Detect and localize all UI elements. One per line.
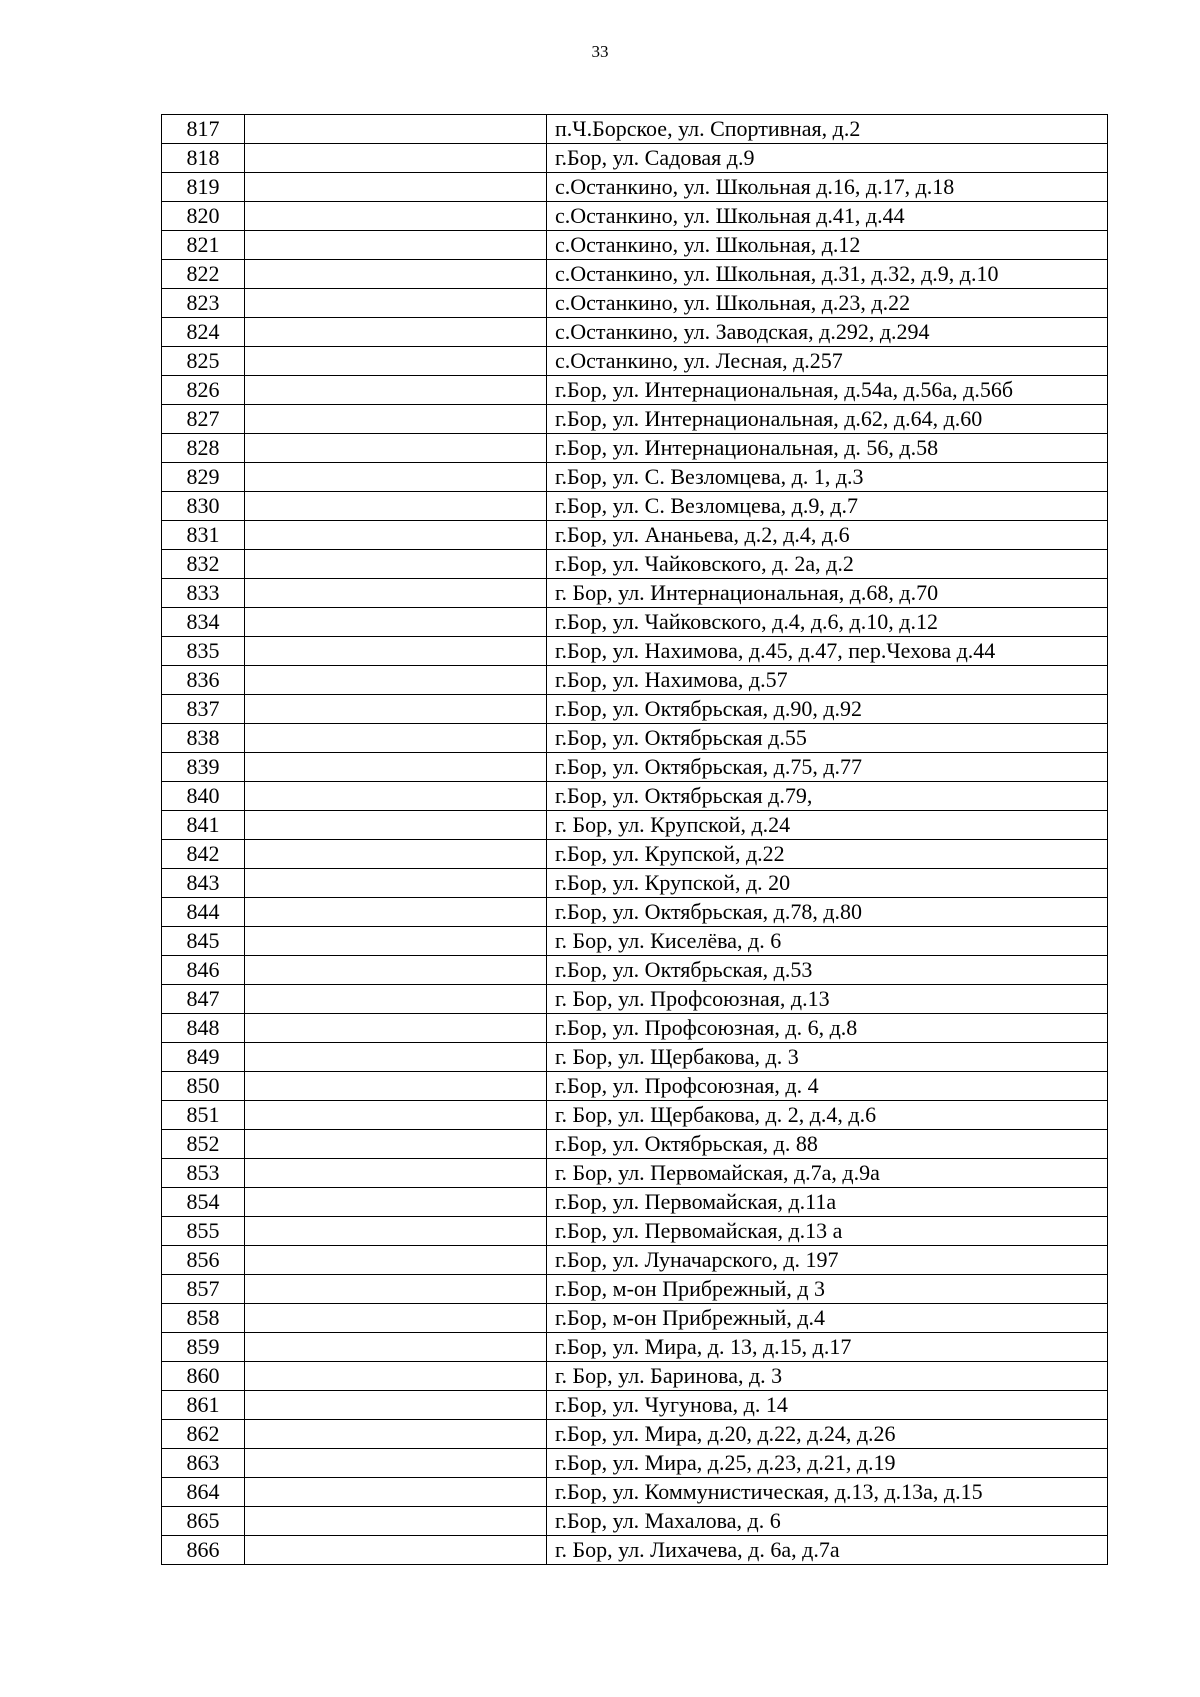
address-cell: г.Бор, ул. Октябрьская д.55: [547, 724, 1108, 753]
address-cell: г.Бор, ул. Октябрьская, д.53: [547, 956, 1108, 985]
organization-cell: [245, 608, 547, 637]
table-row: [162, 956, 1108, 985]
table-row: [162, 724, 1108, 753]
row-number-cell: 844: [162, 898, 245, 927]
organization-cell: [245, 1362, 547, 1391]
organization-cell: [245, 869, 547, 898]
table-row: [162, 666, 1108, 695]
address-cell: г.Бор, ул. Махалова, д. 6: [547, 1507, 1108, 1536]
address-cell: с.Останкино, ул. Школьная д.41, д.44: [547, 202, 1108, 231]
address-cell: с.Останкино, ул. Заводская, д.292, д.294: [547, 318, 1108, 347]
table-row: [162, 1072, 1108, 1101]
address-cell: с.Останкино, ул. Школьная, д.31, д.32, д.9, д.10: [547, 260, 1108, 289]
address-cell: г. Бор, ул. Интернациональная, д.68, д.70: [547, 579, 1108, 608]
table-row: [162, 521, 1108, 550]
address-cell: г.Бор, м-он Прибрежный, д 3: [547, 1275, 1108, 1304]
organization-cell: [245, 1333, 547, 1362]
organization-cell: [245, 840, 547, 869]
organization-cell: [245, 1217, 547, 1246]
table-row: [162, 463, 1108, 492]
row-number-cell: 820: [162, 202, 245, 231]
row-number-cell: 849: [162, 1043, 245, 1072]
row-number-cell: 861: [162, 1391, 245, 1420]
table-row: [162, 376, 1108, 405]
row-number-cell: 833: [162, 579, 245, 608]
address-cell: г.Бор, ул. С. Везломцева, д. 1, д.3: [547, 463, 1108, 492]
table-row: [162, 1507, 1108, 1536]
address-cell: г. Бор, ул. Киселёва, д. 6: [547, 927, 1108, 956]
address-cell: г. Бор, ул. Первомайская, д.7а, д.9а: [547, 1159, 1108, 1188]
organization-cell: [245, 115, 547, 144]
address-cell: с.Останкино, ул. Школьная д.16, д.17, д.18: [547, 173, 1108, 202]
row-number-cell: 821: [162, 231, 245, 260]
organization-cell: [245, 666, 547, 695]
table-row: [162, 260, 1108, 289]
row-number-cell: 831: [162, 521, 245, 550]
address-cell: г.Бор, ул. Крупской, д.22: [547, 840, 1108, 869]
address-cell: г.Бор, ул. Октябрьская д.79,: [547, 782, 1108, 811]
row-number-cell: 866: [162, 1536, 245, 1565]
organization-cell: [245, 1159, 547, 1188]
organization-cell: [245, 637, 547, 666]
address-cell: г. Бор, ул. Баринова, д. 3: [547, 1362, 1108, 1391]
table-row: [162, 1188, 1108, 1217]
table-row: [162, 1420, 1108, 1449]
table-row: [162, 1275, 1108, 1304]
organization-cell: [245, 231, 547, 260]
organization-cell: [245, 289, 547, 318]
organization-cell: [245, 811, 547, 840]
organization-cell: [245, 579, 547, 608]
table-row: [162, 1101, 1108, 1130]
row-number-cell: 845: [162, 927, 245, 956]
table-row: [162, 318, 1108, 347]
row-number-cell: 855: [162, 1217, 245, 1246]
table-row: [162, 434, 1108, 463]
organization-cell: [245, 1275, 547, 1304]
organization-cell: [245, 1536, 547, 1565]
address-cell: г.Бор, ул. Интернациональная, д. 56, д.58: [547, 434, 1108, 463]
address-cell: г.Бор, ул. Октябрьская, д.90, д.92: [547, 695, 1108, 724]
address-cell: г.Бор, ул. Октябрьская, д. 88: [547, 1130, 1108, 1159]
address-cell: г.Бор, ул. Садовая д.9: [547, 144, 1108, 173]
row-number-cell: 827: [162, 405, 245, 434]
address-cell: г.Бор, ул. Профсоюзная, д. 4: [547, 1072, 1108, 1101]
table-row: [162, 144, 1108, 173]
table-row: [162, 1333, 1108, 1362]
table-row: [162, 1043, 1108, 1072]
organization-cell: [245, 318, 547, 347]
row-number-cell: 822: [162, 260, 245, 289]
organization-cell: [245, 260, 547, 289]
row-number-cell: 838: [162, 724, 245, 753]
row-number-cell: 832: [162, 550, 245, 579]
row-number-cell: 823: [162, 289, 245, 318]
table-row: [162, 1362, 1108, 1391]
organization-cell: [245, 1391, 547, 1420]
organization-cell: [245, 1246, 547, 1275]
address-cell: п.Ч.Борское, ул. Спортивная, д.2: [547, 115, 1108, 144]
organization-cell: [245, 695, 547, 724]
table-row: [162, 608, 1108, 637]
table-row: [162, 115, 1108, 144]
row-number-cell: 828: [162, 434, 245, 463]
organization-cell: [245, 1420, 547, 1449]
row-number-cell: 851: [162, 1101, 245, 1130]
organization-cell: [245, 1043, 547, 1072]
table-row: [162, 637, 1108, 666]
row-number-cell: 834: [162, 608, 245, 637]
address-cell: с.Останкино, ул. Школьная, д.23, д.22: [547, 289, 1108, 318]
address-cell: г.Бор, ул. Чайковского, д.4, д.6, д.10, д.12: [547, 608, 1108, 637]
table-row: [162, 985, 1108, 1014]
table-row: [162, 173, 1108, 202]
address-cell: г. Бор, ул. Щербакова, д. 3: [547, 1043, 1108, 1072]
address-cell: г.Бор, ул. Нахимова, д.57: [547, 666, 1108, 695]
organization-cell: [245, 985, 547, 1014]
organization-cell: [245, 1188, 547, 1217]
address-cell: с.Останкино, ул. Лесная, д.257: [547, 347, 1108, 376]
address-table-body: [162, 115, 1108, 1565]
table-row: [162, 1246, 1108, 1275]
organization-cell: [245, 144, 547, 173]
address-table: [161, 114, 1108, 1565]
row-number-cell: 852: [162, 1130, 245, 1159]
organization-cell: [245, 434, 547, 463]
row-number-cell: 858: [162, 1304, 245, 1333]
row-number-cell: 817: [162, 115, 245, 144]
row-number-cell: 818: [162, 144, 245, 173]
row-number-cell: 854: [162, 1188, 245, 1217]
organization-cell: [245, 1304, 547, 1333]
row-number-cell: 856: [162, 1246, 245, 1275]
row-number-cell: 853: [162, 1159, 245, 1188]
address-cell: г.Бор, ул. Октябрьская, д.78, д.80: [547, 898, 1108, 927]
row-number-cell: 843: [162, 869, 245, 898]
address-cell: г.Бор, ул. Мира, д.20, д.22, д.24, д.26: [547, 1420, 1108, 1449]
table-row: [162, 840, 1108, 869]
organization-cell: [245, 898, 547, 927]
row-number-cell: 842: [162, 840, 245, 869]
table-row: [162, 405, 1108, 434]
table-row: [162, 811, 1108, 840]
table-row: [162, 1304, 1108, 1333]
table-row: [162, 1130, 1108, 1159]
row-number-cell: 860: [162, 1362, 245, 1391]
address-cell: г.Бор, ул. Интернациональная, д.54а, д.56а, д.56б: [547, 376, 1108, 405]
organization-cell: [245, 1014, 547, 1043]
table-row: [162, 1449, 1108, 1478]
organization-cell: [245, 782, 547, 811]
row-number-cell: 826: [162, 376, 245, 405]
address-cell: г.Бор, ул. Ананьева, д.2, д.4, д.6: [547, 521, 1108, 550]
organization-cell: [245, 405, 547, 434]
address-cell: г.Бор, м-он Прибрежный, д.4: [547, 1304, 1108, 1333]
table-row: [162, 898, 1108, 927]
row-number-cell: 850: [162, 1072, 245, 1101]
organization-cell: [245, 376, 547, 405]
address-cell: г.Бор, ул. Луначарского, д. 197: [547, 1246, 1108, 1275]
table-row: [162, 1014, 1108, 1043]
address-cell: г.Бор, ул. Первомайская, д.13 а: [547, 1217, 1108, 1246]
row-number-cell: 825: [162, 347, 245, 376]
row-number-cell: 840: [162, 782, 245, 811]
address-cell: с.Останкино, ул. Школьная, д.12: [547, 231, 1108, 260]
table-row: [162, 579, 1108, 608]
address-cell: г.Бор, ул. Интернациональная, д.62, д.64, д.60: [547, 405, 1108, 434]
organization-cell: [245, 550, 547, 579]
address-cell: г.Бор, ул. Мира, д. 13, д.15, д.17: [547, 1333, 1108, 1362]
row-number-cell: 830: [162, 492, 245, 521]
address-cell: г.Бор, ул. Профсоюзная, д. 6, д.8: [547, 1014, 1108, 1043]
row-number-cell: 847: [162, 985, 245, 1014]
address-cell: г.Бор, ул. Чайковского, д. 2а, д.2: [547, 550, 1108, 579]
organization-cell: [245, 347, 547, 376]
organization-cell: [245, 1130, 547, 1159]
page-number: 33: [591, 42, 609, 61]
table-row: [162, 1536, 1108, 1565]
address-cell: г. Бор, ул. Щербакова, д. 2, д.4, д.6: [547, 1101, 1108, 1130]
table-row: [162, 231, 1108, 260]
row-number-cell: 864: [162, 1478, 245, 1507]
table-row: [162, 1478, 1108, 1507]
organization-cell: [245, 463, 547, 492]
table-row: [162, 550, 1108, 579]
row-number-cell: 841: [162, 811, 245, 840]
table-row: [162, 927, 1108, 956]
row-number-cell: 836: [162, 666, 245, 695]
organization-cell: [245, 927, 547, 956]
address-cell: г. Бор, ул. Лихачева, д. 6а, д.7а: [547, 1536, 1108, 1565]
row-number-cell: 857: [162, 1275, 245, 1304]
table-row: [162, 1391, 1108, 1420]
address-cell: г.Бор, ул. Коммунистическая, д.13, д.13а, д.15: [547, 1478, 1108, 1507]
row-number-cell: 865: [162, 1507, 245, 1536]
address-cell: г.Бор, ул. Первомайская, д.11а: [547, 1188, 1108, 1217]
organization-cell: [245, 1449, 547, 1478]
row-number-cell: 848: [162, 1014, 245, 1043]
address-cell: г. Бор, ул. Профсоюзная, д.13: [547, 985, 1108, 1014]
organization-cell: [245, 724, 547, 753]
organization-cell: [245, 1507, 547, 1536]
organization-cell: [245, 173, 547, 202]
table-row: [162, 695, 1108, 724]
row-number-cell: 829: [162, 463, 245, 492]
table-row: [162, 782, 1108, 811]
address-cell: г.Бор, ул. Октябрьская, д.75, д.77: [547, 753, 1108, 782]
organization-cell: [245, 521, 547, 550]
organization-cell: [245, 1101, 547, 1130]
organization-cell: [245, 753, 547, 782]
address-cell: г.Бор, ул. Нахимова, д.45, д.47, пер.Чехова д.44: [547, 637, 1108, 666]
address-cell: г. Бор, ул. Крупской, д.24: [547, 811, 1108, 840]
row-number-cell: 862: [162, 1420, 245, 1449]
organization-cell: [245, 492, 547, 521]
table-row: [162, 289, 1108, 318]
table-row: [162, 1159, 1108, 1188]
organization-cell: [245, 202, 547, 231]
table-row: [162, 753, 1108, 782]
row-number-cell: 824: [162, 318, 245, 347]
row-number-cell: 837: [162, 695, 245, 724]
address-cell: г.Бор, ул. Чугунова, д. 14: [547, 1391, 1108, 1420]
table-row: [162, 347, 1108, 376]
table-row: [162, 202, 1108, 231]
row-number-cell: 819: [162, 173, 245, 202]
table-row: [162, 492, 1108, 521]
row-number-cell: 863: [162, 1449, 245, 1478]
organization-cell: [245, 1478, 547, 1507]
table-row: [162, 1217, 1108, 1246]
row-number-cell: 835: [162, 637, 245, 666]
address-cell: г.Бор, ул. Крупской, д. 20: [547, 869, 1108, 898]
address-cell: г.Бор, ул. Мира, д.25, д.23, д.21, д.19: [547, 1449, 1108, 1478]
address-cell: г.Бор, ул. С. Везломцева, д.9, д.7: [547, 492, 1108, 521]
row-number-cell: 839: [162, 753, 245, 782]
organization-cell: [245, 956, 547, 985]
organization-cell: [245, 1072, 547, 1101]
row-number-cell: 846: [162, 956, 245, 985]
table-row: [162, 869, 1108, 898]
row-number-cell: 859: [162, 1333, 245, 1362]
